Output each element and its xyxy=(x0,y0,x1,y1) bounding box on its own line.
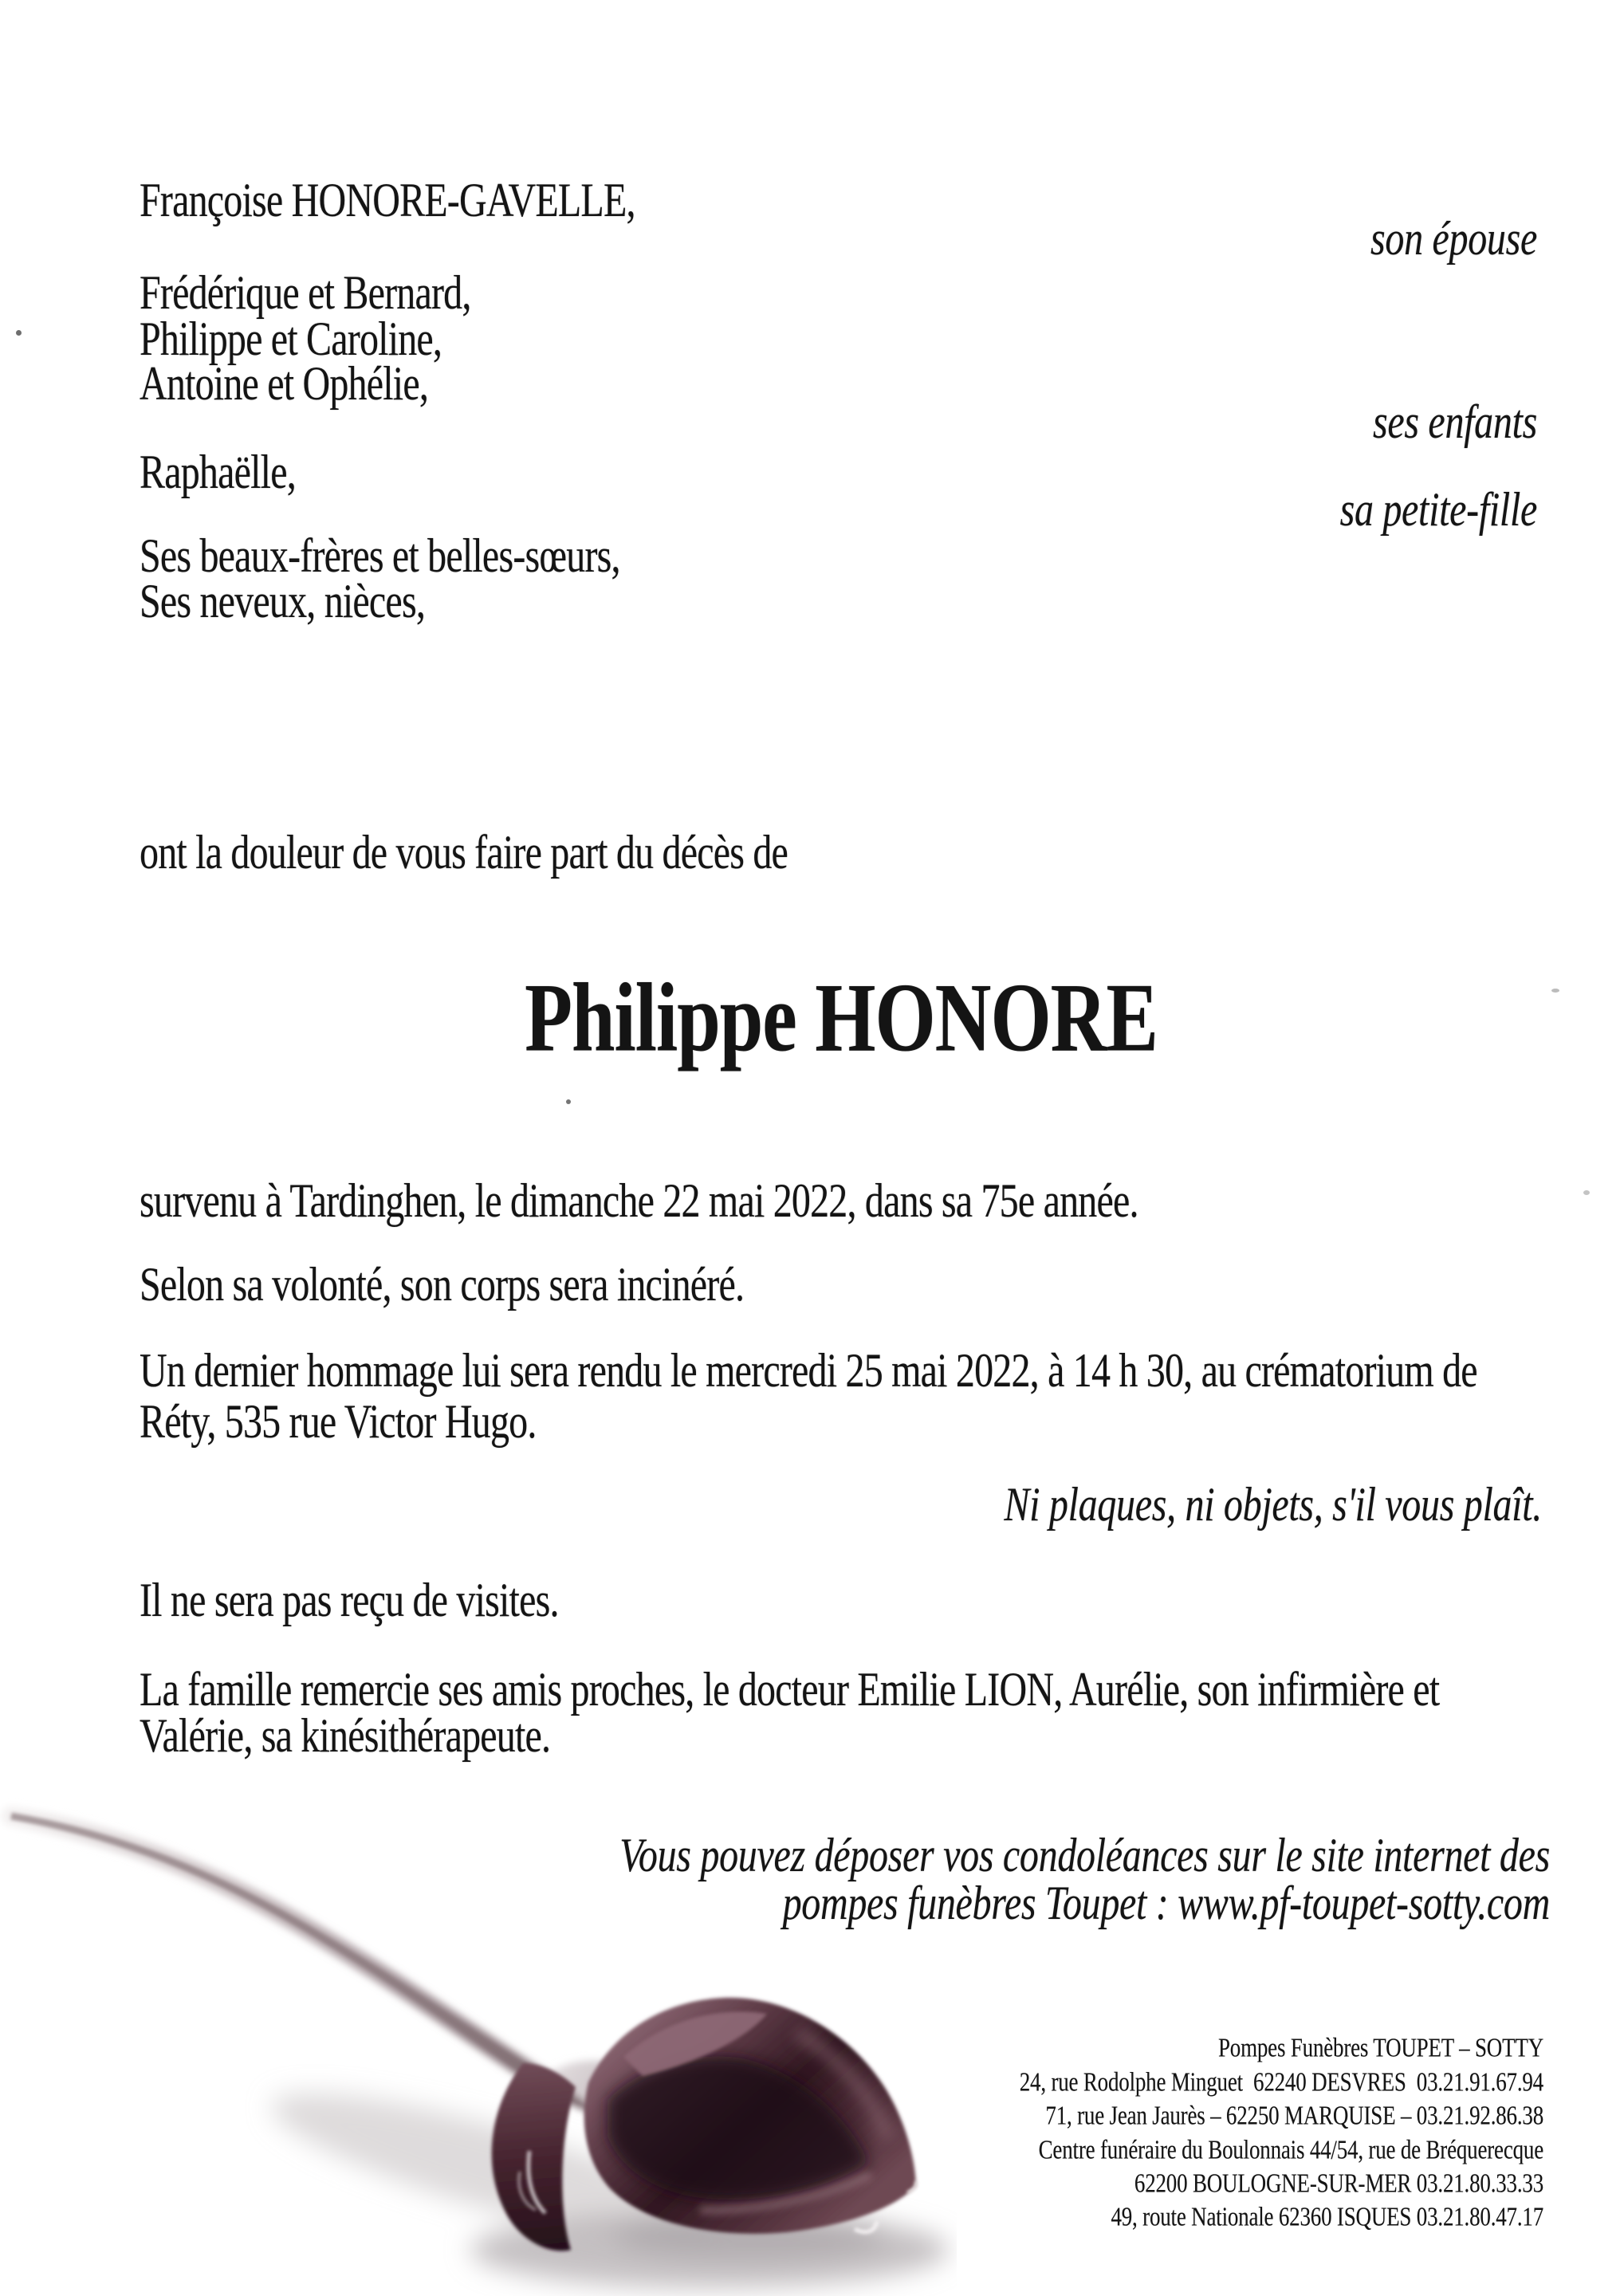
thanks-line-1: La famille remercie ses amis proches, le docteur Emilie LION, Aurélie, son infirmière et xyxy=(140,1663,1440,1716)
funeral-home-address-4: 62200 BOULOGNE-SUR-MER 03.21.80.33.33 xyxy=(1134,2168,1543,2198)
announcement-intro: ont la douleur de vous faire part du décès de xyxy=(140,826,788,879)
child-couple-2: Philippe et Caroline, xyxy=(140,313,442,366)
cremation-line: Selon sa volonté, son corps sera incinéré. xyxy=(140,1258,745,1311)
funeral-home-name: Pompes Funèbres TOUPET – SOTTY xyxy=(1217,2032,1543,2062)
request-line: Ni plaques, ni objets, s'il vous plaît. xyxy=(1004,1478,1542,1531)
homage-line-2: Réty, 535 rue Victor Hugo. xyxy=(140,1395,537,1449)
wife-name: Françoise HONORE-GAVELLE, xyxy=(140,174,635,227)
inlaws-line: Ses beaux-frères et belles-sœurs, xyxy=(140,529,620,583)
scan-speck xyxy=(16,330,22,336)
death-line: survenu à Tardinghen, le dimanche 22 mai 2022, dans sa 75e année. xyxy=(140,1174,1138,1228)
granddaughter-name: Raphaëlle, xyxy=(140,446,296,499)
scan-speck xyxy=(1583,1190,1590,1195)
homage-line-1: Un dernier hommage lui sera rendu le mercredi 25 mai 2022, à 14 h 30, au crématorium de xyxy=(140,1344,1477,1398)
flower-stem xyxy=(11,1816,596,2105)
children-relation: ses enfants xyxy=(1372,395,1537,449)
condolences-line-1: Vous pouvez déposer vos condoléances sur le site internet des xyxy=(619,1829,1550,1882)
funeral-home-address-2: 71, rue Jean Jaurès – 62250 MARQUISE – 03.21.92.86.38 xyxy=(1045,2100,1543,2130)
calla-lily-photo xyxy=(0,1794,957,2296)
nephews-line: Ses neveux, nièces, xyxy=(140,575,426,628)
condolences-line-2: pompes funèbres Toupet : www.pf-toupet-sotty.com xyxy=(782,1877,1550,1930)
thanks-line-2: Valérie, sa kinésithérapeute. xyxy=(140,1709,551,1763)
child-couple-1: Frédérique et Bernard, xyxy=(140,266,471,320)
granddaughter-relation: sa petite-fille xyxy=(1339,483,1537,537)
scan-speck xyxy=(1551,989,1559,993)
flower-bloom xyxy=(492,1998,916,2251)
wife-relation: son épouse xyxy=(1370,212,1537,265)
scan-speck xyxy=(566,1099,571,1104)
child-couple-3: Antoine et Ophélie, xyxy=(140,357,429,411)
funeral-home-address-1: 24, rue Rodolphe Minguet 62240 DESVRES 03.21.91.67.94 xyxy=(1019,2066,1543,2097)
funeral-home-address-3: Centre funéraire du Boulonnais 44/54, rue de Bréquerecque xyxy=(1038,2134,1543,2164)
visits-line: Il ne sera pas reçu de visites. xyxy=(140,1574,559,1627)
funeral-home-address-5: 49, route Nationale 62360 ISQUES 03.21.80.47.17 xyxy=(1111,2201,1543,2231)
deceased-name: Philippe HONORE xyxy=(525,964,1158,1072)
